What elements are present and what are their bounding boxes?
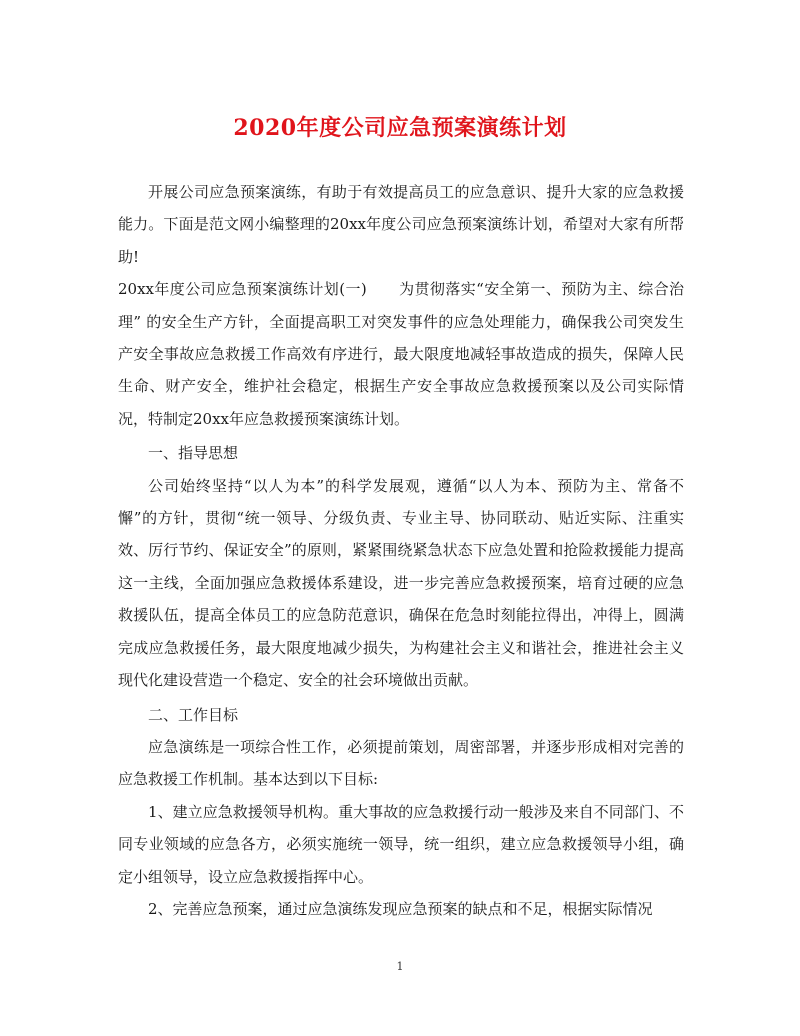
item2-paragraph: 2、完善应急预案，通过应急演练发现应急预案的缺点和不足，根据实际情况 (148, 899, 653, 918)
plan-intro: 为贯彻落实“安全第一、预防为主、综合治理” 的安全生产方针，全面提高职工对突发事件的应急处理能力，确保我公司突发生产安全事故应急救援工作高效有序进行，最大限度地减轻事故造成的损失，保障人民生命、财产安全，维护社会稳定，根据生产安全事故应急救援预案以及公司实际情况，特制定20xx年应急救援预案演练计划。 (118, 280, 684, 428)
page-number: 1 (396, 960, 404, 973)
section1-paragraph: 公司始终坚持“以人为本”的科学发展观，遵循“以人为本、预防为主、常备不懈”的方针，贯彻“统一领导、分级负责、专业主导、协同联动、贴近实际、注重实效、厉行节约、保证安全”的原则，紧紧围绕紧急状态下应急处置和抢险救援能力提高这一主线，全面加强应急救援体系建设，进一步完善应急救援预案，培育过硬的应急救援队伍，提高全体员工的应急防范意识，确保在危急时刻能拉得出，冲得上，圆满完成应急救援任务，最大限度地减少损失，为构建社会主义和谐社会，推进社会主义现代化建设营造一个稳定、安全的社会环境做出贡献。 (118, 476, 684, 690)
plan-label: 20xx年度公司应急预案演练计划(一) (118, 280, 367, 299)
section1-heading: 一、指导思想 (148, 444, 239, 463)
document-body (118, 176, 684, 925)
document-title: 2020年度公司应急预案演练计划 (233, 115, 567, 141)
section2-heading: 二、工作目标 (148, 705, 239, 724)
plan-paragraph (118, 273, 684, 435)
item1-paragraph: 1、建立应急救援领导机构。重大事故的应急救援行动一般涉及来自不同部门、不同专业领域的应急各方，必须实施统一领导，统一组织，建立应急救援领导小组，确定小组领导，设立应急救援指挥中心。 (118, 802, 684, 886)
intro-paragraph: 开展公司应急预案演练，有助于有效提高员工的应急意识、提升大家的应急救援能力。下面是范文网小编整理的20xx年度公司应急预案演练计划，希望对大家有所帮助! (118, 183, 684, 266)
section2-paragraph: 应急演练是一项综合性工作，必须提前策划，周密部署，并逐步形成相对完善的应急救援工作机制。基本达到以下目标: (118, 737, 684, 789)
